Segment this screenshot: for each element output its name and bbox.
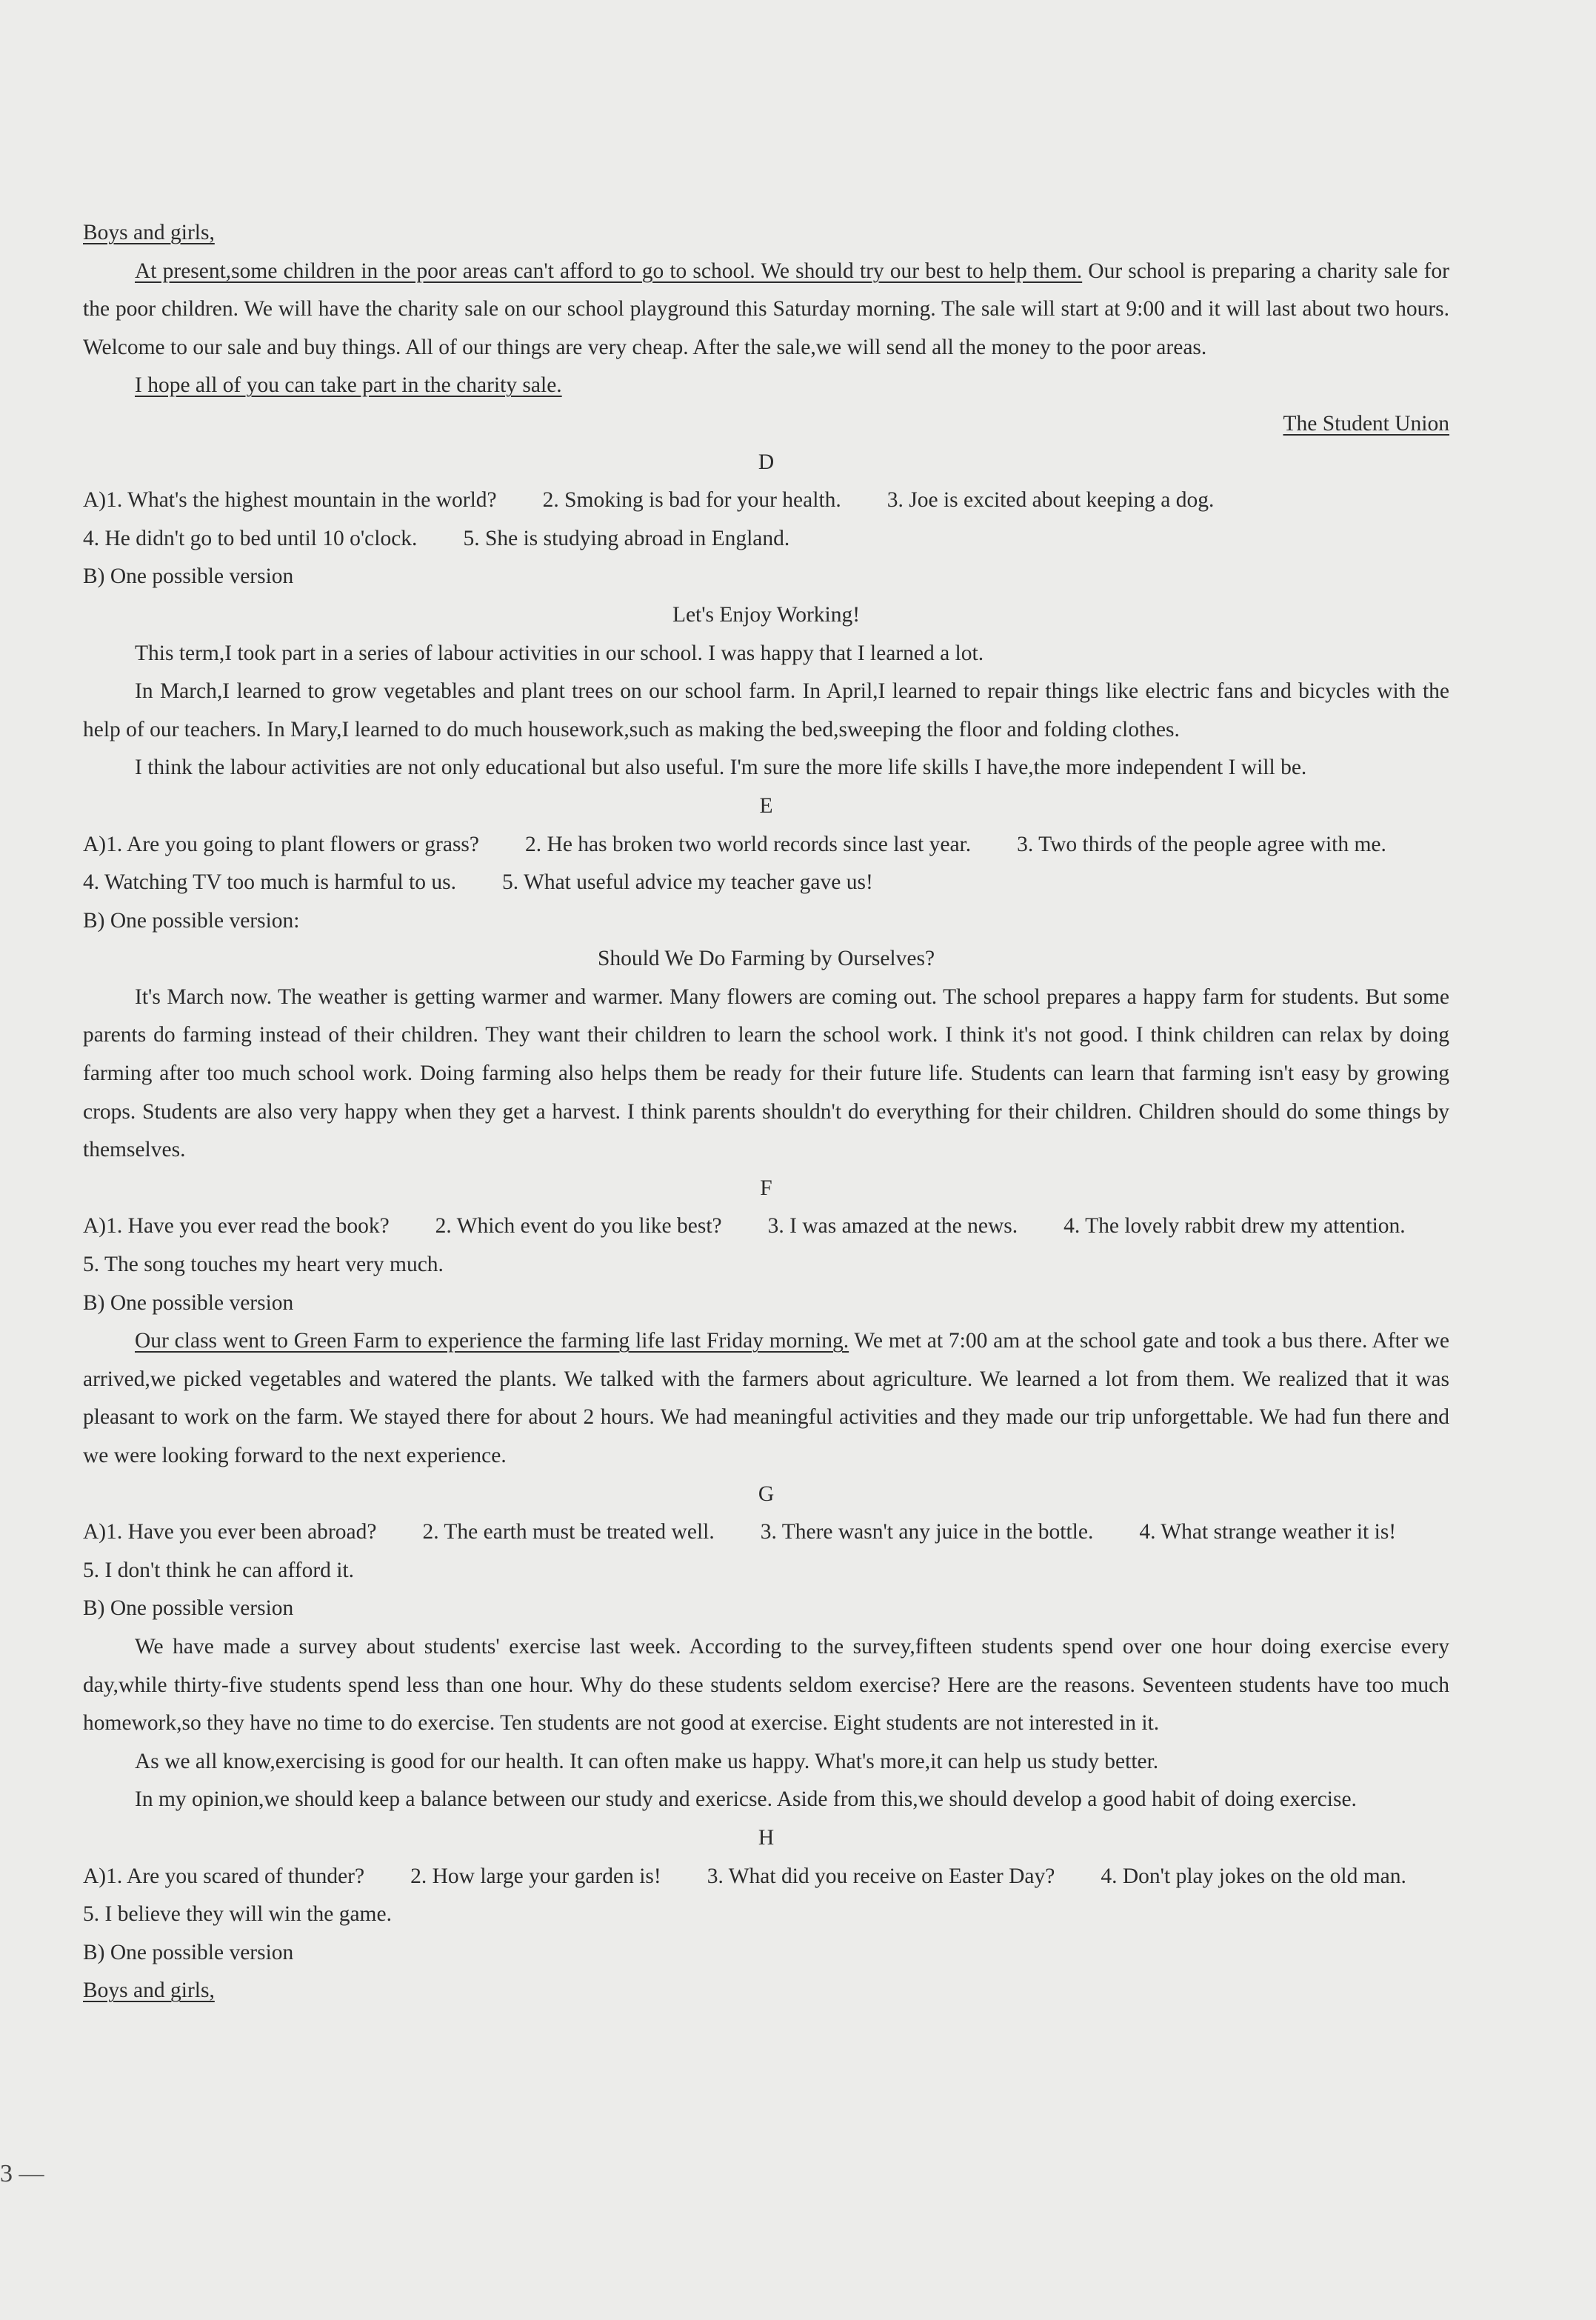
essay-paragraph: Our class went to Green Farm to experience the farming life last Friday morning. We met at 7:00 am at the school gate and took a bus there. After we arrived,we picked vegetables and watered the plants. We talked with the farmers about agriculture. We learned a lot from them. We realized that it was pleasant to work on the farm. We stayed there for about 2 hours. We had meaningful activities and they made our trip unforgettable. We had fun there and we were looking forward to the next experience.: [83, 1329, 1449, 1467]
answer-item: 2. Smoking is bad for your health.: [542, 488, 841, 513]
section-g-version-label: B) One possible version: [83, 1596, 294, 1621]
essay-paragraph: As we all know,exercising is good for our health. It can often make us happy. What's more,it can help us study better.: [135, 1749, 1159, 1773]
answer-item: 5. I don't think he can afford it.: [83, 1558, 355, 1582]
answer-item: A)1. Have you ever read the book?: [83, 1214, 390, 1239]
answer-item: 3. There wasn't any juice in the bottle.: [760, 1520, 1094, 1544]
page-content: [83, 214, 1449, 2010]
section-h-version-label: B) One possible version: [83, 1940, 294, 1964]
answer-item: A)1. Are you scared of thunder?: [83, 1864, 365, 1888]
answer-item: 4. The lovely rabbit drew my attention.: [1064, 1214, 1406, 1239]
essay-paragraph: In my opinion,we should keep a balance between our study and exericse. Aside from this,we should develop a good habit of doing exercise.: [135, 1787, 1357, 1812]
section-e-version-label: B) One possible version:: [83, 908, 300, 933]
answer-item: 4. He didn't go to bed until 10 o'clock.: [83, 526, 418, 550]
answer-item: 4. What strange weather it is!: [1139, 1520, 1397, 1544]
essay-title-e: Should We Do Farming by Ourselves?: [597, 947, 935, 971]
answer-item: 2. Which event do you like best?: [435, 1214, 722, 1239]
section-d-answers: [83, 481, 1449, 558]
section-f-answers: [83, 1207, 1449, 1284]
section-d-version-label: B) One possible version: [83, 564, 294, 589]
essay-paragraph: We have made a survey about students' exercise last week. According to the survey,fifteen students spend over one hour doing exercise every day,while thirty-five students spend less than one hour. Why do these students seldom exercise? Here are the reasons. Seventeen students have too much homework,so they have no time to do exercise. Ten students are not good at exercise. Eight students are not interested in it.: [83, 1634, 1449, 1736]
section-heading-e: E: [759, 793, 773, 818]
essay-title-d: Let's Enjoy Working!: [672, 602, 861, 627]
answer-item: 4. Watching TV too much is harmful to us.: [83, 870, 457, 895]
section-f-version-label: B) One possible version: [83, 1290, 294, 1315]
answer-item: 3. I was amazed at the news.: [767, 1214, 1018, 1239]
essay-paragraph: I think the labour activities are not only educational but also useful. I'm sure the more life skills I have,the more independent I will be.: [135, 756, 1307, 780]
section-h-answers: [83, 1858, 1449, 1934]
answer-item: 4. Don't play jokes on the old man.: [1101, 1864, 1406, 1888]
answer-item: 3. Joe is excited about keeping a dog.: [887, 488, 1215, 513]
underlined-sentence: At present,some children in the poor areas can't afford to go to school. We should try our best to help them.: [135, 259, 1083, 283]
section-heading-d: D: [758, 450, 775, 474]
letter-paragraph: At present,some children in the poor areas can't afford to go to school. We should try our best to help them. Our school is preparing a charity sale for the poor children. We will have the charity sale on our school playground this Saturday morning. The sale will start at 9:00 and it will last about two hours. Welcome to our sale and buy things. All of our things are very cheap. After the sale,we will send all the money to the poor areas.: [83, 259, 1449, 359]
answer-item: 3. What did you receive on Easter Day?: [707, 1864, 1055, 1888]
underlined-sentence: Our class went to Green Farm to experience the farming life last Friday morning.: [135, 1329, 849, 1353]
letter-closing: I hope all of you can take part in the charity sale.: [135, 373, 562, 398]
essay-paragraph: It's March now. The weather is getting warmer and warmer. Many flowers are coming out. The school prepares a happy farm for students. But some parents do farming instead of their children. They want their children to learn the school work. I think it's not good. I think children can relax by doing farming after too much school work. Doing farming also helps them be ready for their future life. Students can learn that farming isn't easy by growing crops. Students are also very happy when they get a harvest. I think parents shouldn't do everything for their children. Children should do some things by themselves.: [83, 984, 1449, 1162]
letter-signature: The Student Union: [1283, 411, 1449, 436]
essay-paragraph: In March,I learned to grow vegetables and plant trees on our school farm. In April,I learned to repair things like electric fans and bicycles with the help of our teachers. In Mary,I learned to do much housework,such as making the bed,sweeping the floor and folding clothes.: [83, 679, 1449, 741]
answer-item: 5. What useful advice my teacher gave us!: [502, 870, 873, 895]
letter-greeting: Boys and girls,: [83, 1979, 215, 2003]
essay-paragraph: This term,I took part in a series of labour activities in our school. I was happy that I learned a lot.: [135, 641, 984, 665]
answer-item: 5. She is studying abroad in England.: [463, 526, 790, 550]
answer-item: A)1. Have you ever been abroad?: [83, 1520, 377, 1544]
answer-item: A)1. Are you going to plant flowers or grass?: [83, 832, 480, 856]
answer-item: 3. Two thirds of the people agree with me.: [1017, 832, 1386, 856]
section-heading-f: F: [760, 1176, 772, 1200]
answer-item: 5. The song touches my heart very much.: [83, 1253, 444, 1277]
answer-item: 2. He has broken two world records since last year.: [525, 832, 972, 856]
page-number: 3 —: [0, 2160, 44, 2187]
section-heading-g: G: [758, 1481, 775, 1506]
section-e-answers: [83, 826, 1449, 902]
answer-item: 5. I believe they will win the game.: [83, 1902, 392, 1927]
answer-item: 2. The earth must be treated well.: [422, 1520, 715, 1544]
answer-item: A)1. What's the highest mountain in the world?: [83, 488, 497, 513]
section-heading-h: H: [758, 1825, 775, 1850]
answer-item: 2. How large your garden is!: [410, 1864, 661, 1888]
section-g-answers: [83, 1513, 1449, 1590]
letter-greeting: Boys and girls,: [83, 221, 215, 244]
